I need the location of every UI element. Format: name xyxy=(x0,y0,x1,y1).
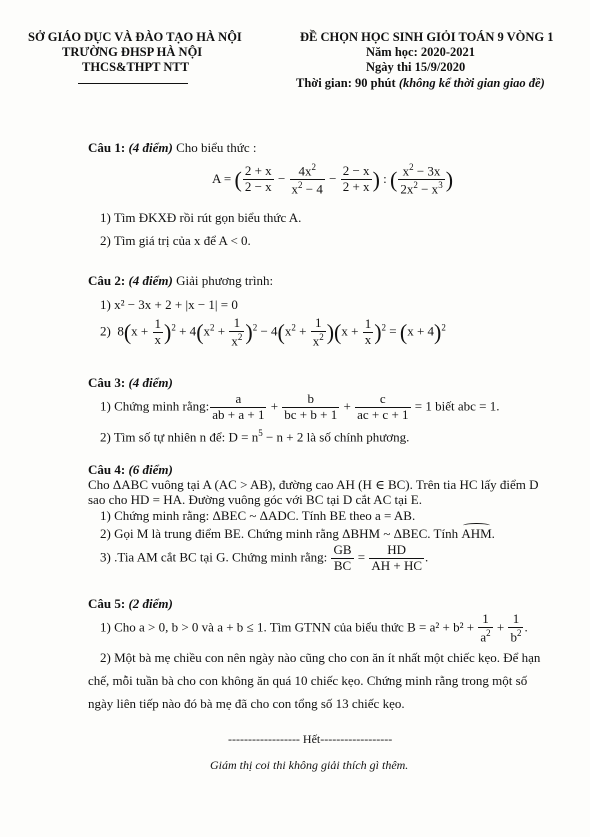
q1-title: Câu 1: xyxy=(88,140,126,155)
q1-heading xyxy=(88,140,256,156)
q4-part1: 1) Chứng minh rằng: ΔBEC ~ ΔADC. Tính BE theo a = AB. xyxy=(100,508,416,523)
header-school: TRƯỜNG ĐHSP HÀ NỘI xyxy=(62,45,203,59)
q1-points: (4 điểm) xyxy=(125,140,173,155)
q4-paragraph1: Cho ΔABC vuông tại A (AC > AB), đường cao AH (H ∈ BC). Trên tia HC lấy điểm D xyxy=(88,477,539,492)
time-value: 90 phút xyxy=(355,76,396,90)
q2-title: Câu 2: xyxy=(88,273,126,288)
q5-part2-line3: ngày liên tiếp nào đó bà mẹ đã cho con tổng số 13 chiếc kẹo. xyxy=(88,696,405,711)
exam-title: ĐỀ CHỌN HỌC SINH GIỎI TOÁN 9 VÒNG 1 xyxy=(300,30,554,44)
header-school-sub: THCS&THPT NTT xyxy=(82,60,190,74)
q2-points: (4 điểm) xyxy=(125,273,173,288)
q1-part2: 2) Tìm giá trị của x để A < 0. xyxy=(100,233,251,248)
exam-date: Ngày thi 15/9/2020 xyxy=(366,60,466,74)
q3-part2-suffix: − n + 2 là số chính phương. xyxy=(262,429,410,445)
q5-title: Câu 5: xyxy=(88,596,126,611)
q3-points: (4 điểm) xyxy=(125,375,173,390)
q1-part1: 1) Tìm ĐKXĐ rồi rút gọn biểu thức A. xyxy=(100,210,302,225)
school-year: Năm học: 2020-2021 xyxy=(366,45,476,59)
time-label: Thời gian: xyxy=(296,76,356,90)
header-left-divider xyxy=(78,83,188,84)
q2-equation1: 1) x² − 3x + 2 + |x − 1| = 0 xyxy=(100,297,238,312)
q5-heading xyxy=(88,596,173,612)
q4-heading xyxy=(88,462,173,478)
q3-heading xyxy=(88,375,173,391)
q1-expression: A = ( $\frac{2 + x}{2 - x}$ − $\frac{4x^2}{x^2 - 4}$ − $\frac{2 - x}{2 + x}$ ) : ( $\frac{x^2 - 3x}{2x^2 - x^3}$ ) xyxy=(212,162,454,197)
angle-label: AHM xyxy=(461,526,492,541)
q5-points: (2 điểm) xyxy=(125,596,173,611)
q2-equation2: 2) 8(x + $\frac{1}{x}$ )$^2 + 4(x^2$ + $\frac{1}{x^2}$ )$^2 - 4(x^2$ + $\frac{1}{x^2}$ )(x + $\frac{1}{x}$ )$^2 = (x + 4)^2$ xyxy=(100,315,446,349)
q5-part1-text: 1) Cho a > 0, b > 0 và a + b ≤ 1. Tìm GTNN của biểu thức B = a² + b² + xyxy=(100,619,478,635)
q4-part2-text: 2) Gọi M là trung điểm BE. Chứng minh rằng ΔBHM ~ ΔBEC. Tính xyxy=(100,526,462,541)
header-department: SỞ GIÁO DỤC VÀ ĐÀO TẠO HÀ NỘI xyxy=(28,30,242,44)
q3-part1-suffix: = 1 biết abc = 1. xyxy=(411,398,500,414)
q4-title: Câu 4: xyxy=(88,462,126,477)
q4-paragraph2: sao cho HD = HA. Đường vuông góc với BC tại D cắt AC tại E. xyxy=(88,492,422,507)
q4-part3: 3) .Tia AM cắt BC tại G. Chứng minh rằng: $\frac{GB}{BC}$ = $\frac{HD}{AH + HC}$ . xyxy=(100,542,429,573)
q5-part2-line2: chế, mỗi tuần bà cho con không ăn quá 10 chiếc kẹo. Chứng minh rằng trong một số xyxy=(88,673,528,688)
q3-part1: 1) Chứng minh rằng: $\frac{a}{ab + a + 1}$ + $\frac{b}{bc + b + 1}$ + $\frac{c}{ac + c + 1}$ = 1 biết abc = 1. xyxy=(100,391,500,422)
exam-time xyxy=(296,76,545,91)
q3-part2-prefix: 2) Tìm số tự nhiên n để: D = n xyxy=(100,429,259,445)
end-marker: ------------------ Hết------------------ xyxy=(228,732,393,746)
angle-arc xyxy=(463,523,489,528)
q2-heading xyxy=(88,273,273,289)
q3-part2: 2) Tìm số tự nhiên n để: $D = n^5 - n + 2$ là số chính phương. xyxy=(100,428,410,445)
q4-part2: 2) Gọi M là trung điểm BE. Chứng minh rằng ΔBHM ~ ΔBEC. Tính AHM. xyxy=(100,526,495,542)
q1-intro: Cho biểu thức : xyxy=(172,140,257,155)
q4-points: (6 điểm) xyxy=(125,462,173,477)
angle-ahm xyxy=(461,526,491,542)
q5-part1: 1) Cho a > 0, b > 0 và a + b ≤ 1. Tìm GTNN của biểu thức B = a² + b² + $\frac{1}{a^2}$ + $\frac{1}{b^2}$ . xyxy=(100,611,528,645)
time-note: (không kể thời gian giao đề) xyxy=(395,76,545,90)
q5-part2-line1: 2) Một bà mẹ chiều con nên ngày nào cũng cho con ăn ít nhất một chiếc kẹo. Để hạn xyxy=(100,650,541,665)
q2-intro: Giải phương trình: xyxy=(172,273,274,288)
q4-part3-prefix: 3) .Tia AM cắt BC tại G. Chứng minh rằng: xyxy=(100,549,331,565)
q3-title: Câu 3: xyxy=(88,375,126,390)
q3-part1-prefix: 1) Chứng minh rằng: xyxy=(100,398,210,414)
footer-note: Giám thị coi thi không giải thích gì thêm. xyxy=(210,758,409,772)
